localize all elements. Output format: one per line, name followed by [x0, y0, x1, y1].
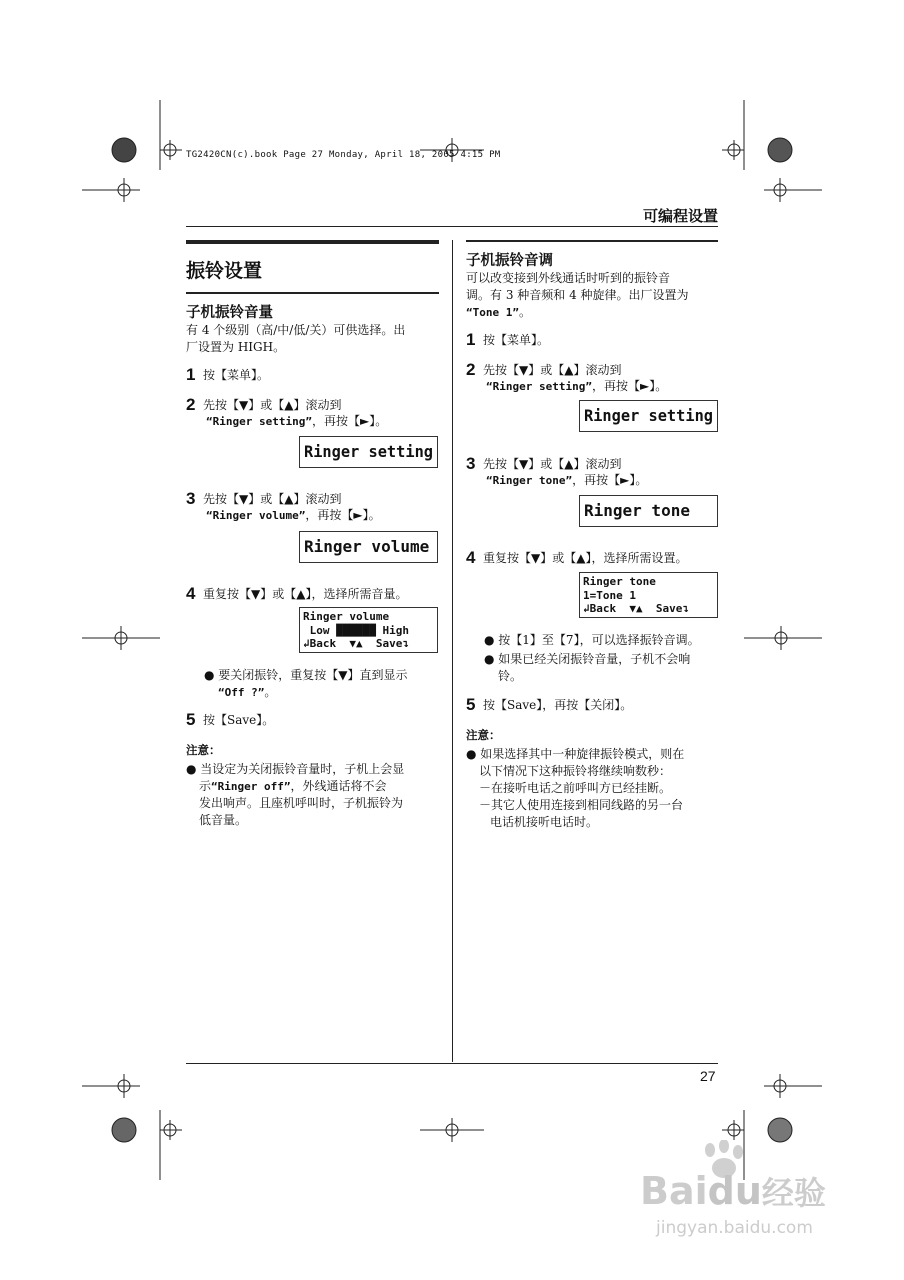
watermark-url: jingyan.baidu.com	[656, 1218, 813, 1238]
step-number: 5	[186, 710, 196, 729]
left-note-line-3: 发出响声。且座机呼叫时，子机振铃为	[199, 796, 404, 810]
step-text: 按【菜单】。	[483, 333, 550, 347]
lcd-line: Ringer tone	[583, 575, 656, 588]
right-note-line-3: －在接听电话之前呼叫方已经挂断。	[479, 781, 672, 795]
step-text: 重复按【▼】或【▲】，选择所需设置。	[483, 551, 688, 565]
section-title: 振铃设置	[186, 260, 263, 282]
bullet-dot-icon: ●	[484, 633, 499, 647]
lcd-line: ↲Back ▼▲ Save↴	[303, 637, 409, 650]
step-number: 1	[186, 365, 196, 384]
right-step-1	[466, 331, 549, 349]
step-text: 按【菜单】。	[203, 368, 270, 382]
step-number: 2	[186, 395, 196, 414]
left-step-5	[186, 711, 274, 729]
bullet-text: 如果已经关闭振铃音量，子机不会响	[498, 652, 691, 666]
left-step-2-line-2	[206, 413, 387, 430]
left-step-2	[186, 396, 341, 414]
note-text: ，外线通话将不会	[290, 779, 387, 793]
bullet-text: 。	[264, 685, 277, 699]
left-intro-line-1: 有 4 个级别（高/中/低/关）可供选择。出	[186, 323, 406, 337]
note-text: 如果选择其中一种旋律振铃模式，则在	[480, 747, 685, 761]
right-intro-line-2: 调。有 3 种音频和 4 种旋律。出厂设置为	[466, 288, 689, 302]
right-sub-rule	[466, 240, 718, 242]
command-text: “Ringer volume”	[206, 509, 306, 522]
step-text: 重复按【▼】或【▲】，选择所需音量。	[203, 587, 408, 601]
bullet-dot-icon: ●	[484, 652, 499, 666]
step-text: 先按【▼】或【▲】滚动到	[483, 457, 622, 471]
left-note-line-1	[186, 761, 404, 778]
watermark-du: du	[707, 1169, 762, 1213]
right-note-line-4: －其它人使用连接到相同线路的另一台	[479, 798, 684, 812]
right-step-3-line-2	[486, 472, 647, 489]
footer-rule	[186, 1063, 718, 1064]
right-step-2-line-2	[486, 378, 667, 395]
left-step-1	[186, 366, 269, 384]
left-note-heading: 注意：	[186, 743, 221, 757]
left-intro-line-2: 厂设置为 HIGH。	[186, 340, 286, 354]
bullet-text: 要关闭振铃，重复按【▼】直到显示	[218, 668, 408, 682]
right-sub-title: 子机振铃音调	[466, 253, 553, 269]
step-text: ，再按【►】。	[591, 379, 668, 393]
lcd-line: Low ██████ High	[303, 623, 409, 637]
right-note-line-1	[466, 746, 684, 763]
step-text: 先按【▼】或【▲】滚动到	[483, 363, 622, 377]
left-step-3-line-2	[206, 507, 381, 524]
left-step-3	[186, 490, 341, 508]
watermark-brand	[640, 1168, 826, 1214]
left-note-line-4: 低音量。	[199, 813, 248, 827]
command-text: “Off ?”	[218, 686, 265, 699]
right-note-line-2: 以下情况下这种振铃将继续响数秒：	[479, 764, 672, 778]
header-rule	[186, 226, 718, 227]
lcd-line: Ringer volume	[303, 610, 390, 623]
watermark-jingyan: 经验	[761, 1174, 826, 1212]
step-number: 3	[186, 489, 196, 508]
right-step-3	[466, 455, 621, 473]
right-bullet-1	[484, 632, 700, 649]
left-note-line-2	[199, 778, 387, 795]
right-bullet-2-line-2: 铃。	[498, 669, 523, 683]
lcd-display-ringer-setting: Ringer setting	[299, 436, 438, 468]
step-text: 先按【▼】或【▲】滚动到	[203, 398, 342, 412]
note-text: 示	[199, 779, 212, 793]
lcd-display-ringer-volume: Ringer volume	[299, 531, 438, 563]
command-text: “Ringer setting”	[486, 380, 592, 393]
step-number: 4	[186, 584, 196, 603]
lcd-line: 1=Tone 1	[583, 588, 636, 602]
watermark-bai: Bai	[640, 1169, 708, 1213]
lcd-display-tone-select	[579, 572, 718, 618]
right-step-4	[466, 549, 687, 567]
bullet-dot-icon: ●	[466, 747, 481, 761]
intro-text: 。	[518, 305, 531, 319]
lcd-display-ringer-setting: Ringer setting	[579, 400, 718, 432]
step-number: 4	[466, 548, 476, 567]
bullet-text: 按【1】至【7】，可以选择振铃音调。	[498, 633, 700, 647]
page-number: 27	[700, 1068, 716, 1084]
step-text: ，再按【►】。	[311, 414, 388, 428]
right-note-line-5: 电话机接听电话时。	[490, 815, 599, 829]
column-divider	[452, 240, 453, 1062]
bullet-dot-icon: ●	[186, 762, 201, 776]
step-text: 按【Save】，再按【关闭】。	[483, 698, 633, 712]
command-text: “Ringer setting”	[206, 415, 312, 428]
bullet-dot-icon: ●	[204, 668, 219, 682]
right-step-5	[466, 696, 632, 714]
command-text: “Ringer off”	[211, 780, 291, 793]
step-number: 1	[466, 330, 476, 349]
left-bullet-1-line-2	[218, 684, 276, 701]
lcd-line: ↲Back ▼▲ Save↴	[583, 602, 689, 615]
left-step-4	[186, 585, 407, 603]
step-text: ，再按【►】。	[572, 473, 648, 487]
header-title: 可编程设置	[642, 207, 718, 225]
step-text: 按【Save】。	[203, 713, 275, 727]
step-number: 2	[466, 360, 476, 379]
step-number: 5	[466, 695, 476, 714]
note-text: 当设定为关闭振铃音量时，子机上会显	[200, 762, 405, 776]
lcd-display-ringer-tone: Ringer tone	[579, 495, 718, 527]
lcd-display-volume-level	[299, 607, 438, 653]
section-rule-thick	[186, 240, 439, 244]
section-rule	[186, 292, 439, 294]
left-sub-title: 子机振铃音量	[186, 305, 273, 321]
print-info-line: TG2420CN(c).book Page 27 Monday, April 18, 2005 4:15 PM	[186, 150, 501, 160]
step-text: ，再按【►】。	[305, 508, 381, 522]
command-text: “Tone 1”	[466, 306, 519, 319]
step-number: 3	[466, 454, 476, 473]
command-text: “Ringer tone”	[486, 474, 573, 487]
right-note-heading: 注意：	[466, 728, 501, 742]
left-bullet-1	[204, 667, 408, 684]
step-text: 先按【▼】或【▲】滚动到	[203, 492, 342, 506]
right-intro-line-1: 可以改变接到外线通话时听到的振铃音	[466, 271, 671, 285]
right-step-2	[466, 361, 621, 379]
right-bullet-2	[484, 651, 690, 668]
right-intro-line-3	[466, 304, 531, 321]
